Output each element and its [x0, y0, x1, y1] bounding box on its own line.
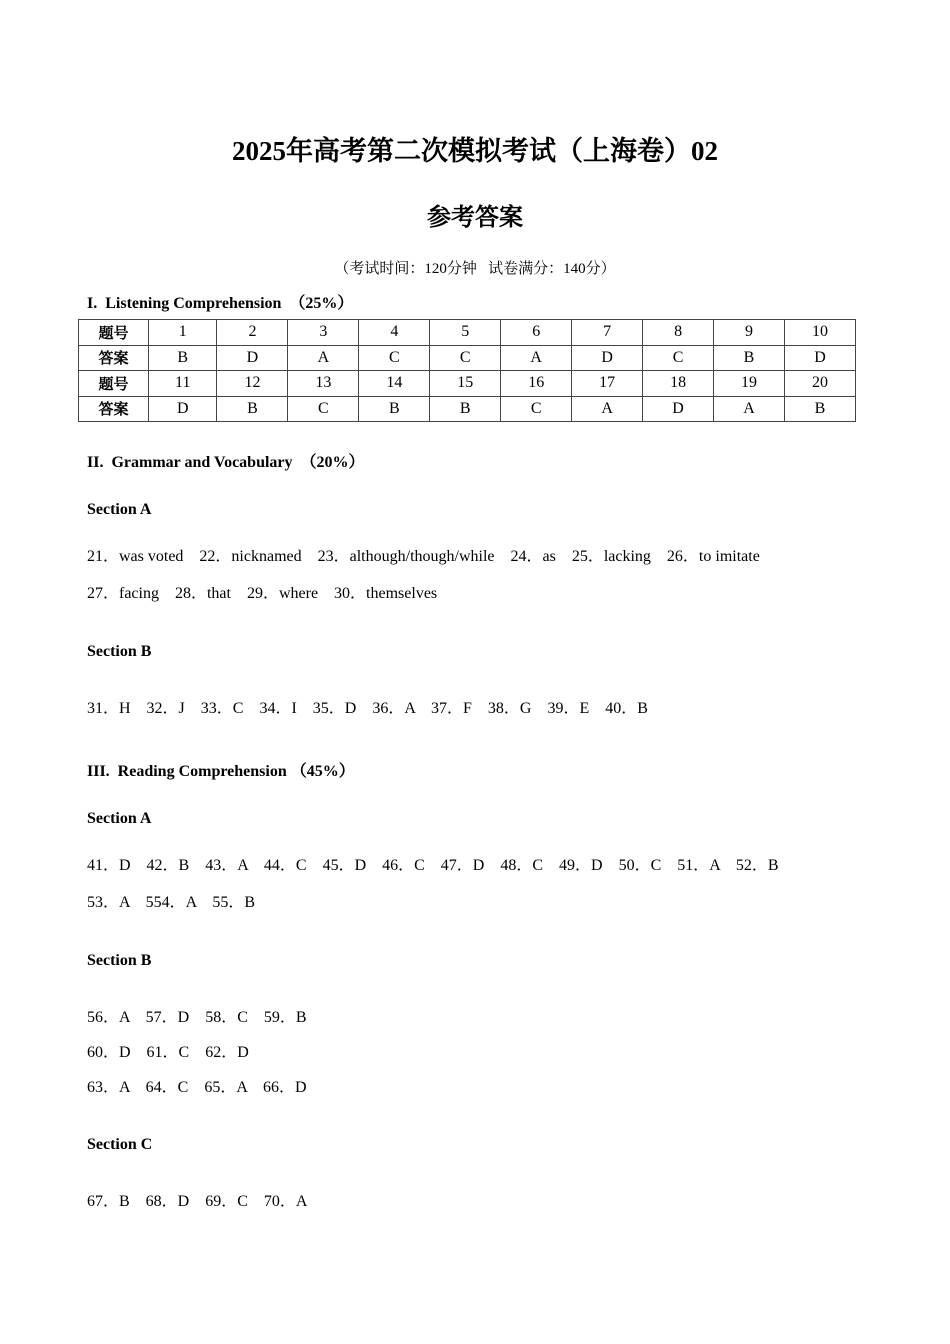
part3-section-a-answers-1: 41．D 42．B 43．A 44．C 45．D 46．C 47．D 48．C 49．D 50．C 51．A 52．B	[87, 857, 779, 874]
answer-cell: B	[714, 345, 785, 371]
answer-cell: C	[288, 396, 359, 422]
row-label: 答案	[79, 345, 149, 371]
listening-answer-table	[78, 319, 856, 422]
answer-cell: C	[501, 396, 572, 422]
question-number-cell: 9	[714, 320, 785, 346]
question-number-row	[79, 320, 856, 346]
question-number-cell: 20	[784, 371, 855, 397]
part1-heading: I. Listening Comprehension （25%）	[87, 295, 354, 312]
part2-section-a-heading: Section A	[87, 501, 152, 518]
answer-cell: B	[784, 396, 855, 422]
question-number-cell: 5	[430, 320, 501, 346]
answer-cell: C	[359, 345, 430, 371]
question-number-cell: 18	[643, 371, 714, 397]
question-number-cell: 1	[149, 320, 217, 346]
answer-cell: D	[217, 345, 288, 371]
question-number-cell: 2	[217, 320, 288, 346]
part2-section-a-answers-2: 27．facing 28．that 29．where 30．themselves	[87, 585, 438, 602]
part3-heading: III. Reading Comprehension （45%）	[87, 763, 355, 780]
answer-row	[79, 345, 856, 371]
question-number-cell: 15	[430, 371, 501, 397]
part2-section-a-answers-1: 21．was voted 22．nicknamed 23．although/though/while 24．as 25．lacking 26．to imitate	[87, 548, 760, 565]
answer-cell: D	[784, 345, 855, 371]
answer-cell: B	[430, 396, 501, 422]
question-number-cell: 14	[359, 371, 430, 397]
answer-cell: A	[288, 345, 359, 371]
answer-cell: A	[714, 396, 785, 422]
answer-cell: B	[217, 396, 288, 422]
answer-cell: D	[149, 396, 217, 422]
question-number-cell: 4	[359, 320, 430, 346]
row-label: 答案	[79, 396, 149, 422]
answer-cell: C	[430, 345, 501, 371]
part3-section-c-answers: 67．B 68．D 69．C 70．A	[87, 1193, 308, 1210]
row-label: 题号	[79, 371, 149, 397]
question-number-cell: 11	[149, 371, 217, 397]
part3-section-b-answers-2: 60．D 61．C 62．D	[87, 1044, 249, 1061]
question-number-cell: 3	[288, 320, 359, 346]
document-title: 2025年高考第二次模拟考试（上海卷）02	[232, 136, 718, 166]
question-number-cell: 16	[501, 371, 572, 397]
answer-row	[79, 396, 856, 422]
part2-heading: II. Grammar and Vocabulary （20%）	[87, 454, 365, 471]
part3-section-a-heading: Section A	[87, 810, 152, 827]
part3-section-a-answers-2: 53．A 554．A 55．B	[87, 894, 256, 911]
question-number-cell: 17	[572, 371, 643, 397]
question-number-cell: 7	[572, 320, 643, 346]
answer-cell: D	[643, 396, 714, 422]
question-number-cell: 6	[501, 320, 572, 346]
row-label: 题号	[79, 320, 149, 346]
answer-cell: C	[643, 345, 714, 371]
question-number-cell: 8	[643, 320, 714, 346]
part3-section-b-heading: Section B	[87, 952, 152, 969]
answer-cell: B	[359, 396, 430, 422]
part2-section-b-heading: Section B	[87, 643, 152, 660]
exam-info: （考试时间：120分钟 试卷满分：140分）	[334, 261, 616, 277]
part2-section-b-answers: 31．H 32．J 33．C 34．I 35．D 36．A 37．F 38．G 39．E 40．B	[87, 700, 648, 717]
document-subtitle: 参考答案	[427, 205, 523, 231]
answer-cell: B	[149, 345, 217, 371]
question-number-cell: 12	[217, 371, 288, 397]
part3-section-b-answers-3: 63．A 64．C 65．A 66．D	[87, 1079, 307, 1096]
question-number-cell: 13	[288, 371, 359, 397]
question-number-cell: 19	[714, 371, 785, 397]
answer-cell: A	[501, 345, 572, 371]
question-number-cell: 10	[784, 320, 855, 346]
part3-section-c-heading: Section C	[87, 1136, 153, 1153]
question-number-row	[79, 371, 856, 397]
part3-section-b-answers-1: 56．A 57．D 58．C 59．B	[87, 1009, 307, 1026]
answer-cell: D	[572, 345, 643, 371]
answer-cell: A	[572, 396, 643, 422]
